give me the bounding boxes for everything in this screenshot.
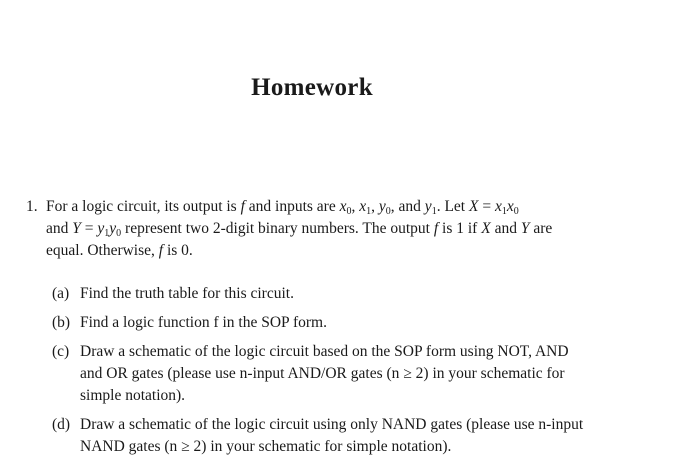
problem-line-3: equal. Otherwise, f is 0. <box>46 242 193 259</box>
part-d: (d) Draw a schematic of the logic circuit using only NAND gates (please use n-input NAND gates (n ≥ 2) in your schematic for simple notation). <box>52 416 584 455</box>
problem-line-2: and $Y = y_1y_0$ represent two 2-digit binary numbers. The output f is 1 if X and Y are <box>46 220 553 239</box>
problem-number: 1. <box>26 198 38 215</box>
page-title: Homework <box>251 74 373 101</box>
part-b: (b) Find a logic function f in the SOP form. <box>52 314 327 331</box>
part-c: (c) Draw a schematic of the logic circuit based on the SOP form using NOT, AND and OR gates (please use n-input AND/OR gates (n ≥ 2) in your schematic for simple notation). <box>52 343 569 404</box>
part-a: (a) Find the truth table for this circuit. <box>52 285 294 302</box>
problem-1 <box>26 196 626 262</box>
problem-line-1: 1. For a logic circuit, its output is f and inputs are $x_0$, $x_1$, $y_0$, and $y_1$. Let $X = x_1x_0$ <box>26 198 519 217</box>
